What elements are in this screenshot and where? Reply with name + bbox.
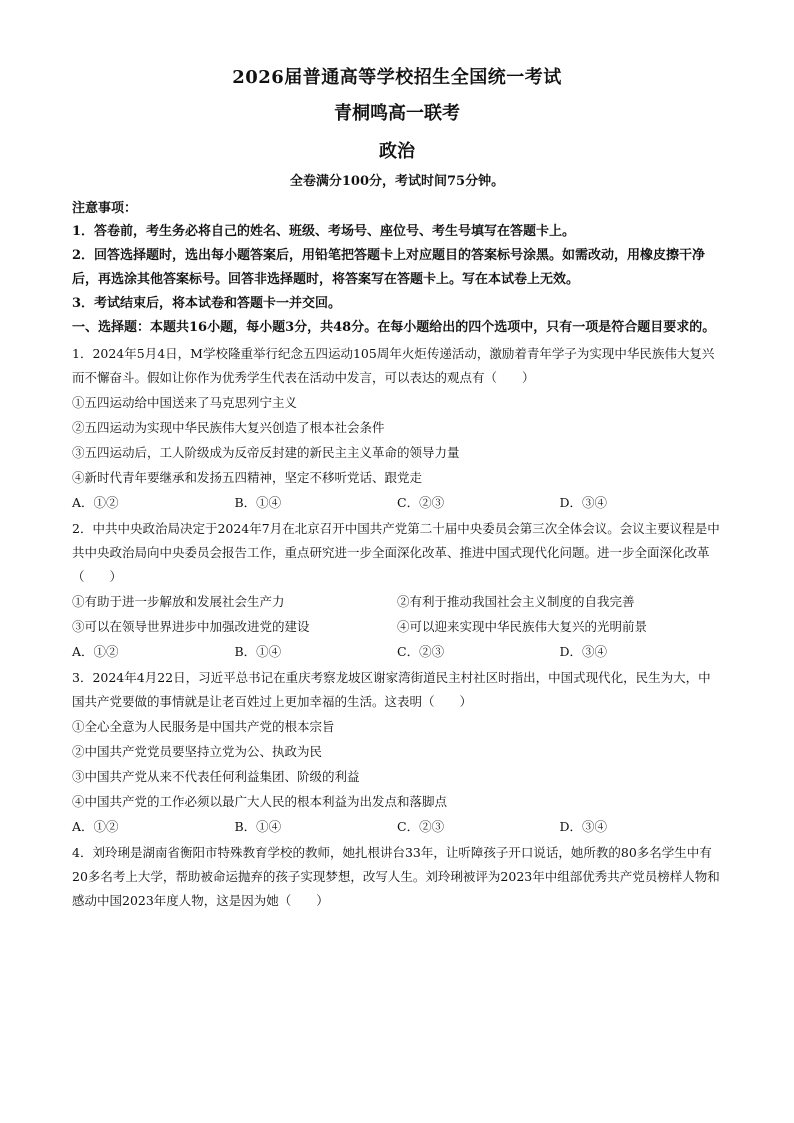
question-option: ②中国共产党党员要坚持立党为公、执政为民 [72, 744, 323, 759]
question-option: ③五四运动后，工人阶级成为反帝反封建的新民主主义革命的领导力量 [72, 445, 460, 460]
question-option: ④中国共产党的工作必须以最广大人民的根本利益为出发点和落脚点 [72, 794, 448, 809]
choice-b: B．①④ [234, 644, 282, 659]
note-item: 2．回答选择题时，选出每小题答案后，用铅笔把答题卡上对应题目的答案标号涂黑。如需改动，用橡皮擦干净后，再选涂其他答案标号。回答非选择题时，将答案写在答题卡上。写在本试卷上无效。 [72, 248, 706, 287]
exam-page [72, 62, 722, 913]
question-stem: 4．刘玲琍是湖南省衡阳市特殊教育学校的教师，她扎根讲台33年，让听障孩子开口说话，她所教的80多名学生中有20多名考上大学，帮助被命运抛弃的孩子实现梦想，改写人生。刘玲琍被评为2023年中组部优秀共产党员榜样人物和感动中国2023年度人物，这是因为她（ ） [72, 845, 720, 908]
option-row [72, 589, 722, 614]
answer-choices [72, 490, 722, 515]
question-2 [72, 517, 722, 664]
choice-d: D．③④ [559, 819, 608, 834]
question-option: ③中国共产党从来不代表任何利益集团、阶级的利益 [72, 769, 360, 784]
choice-b: B．①④ [234, 495, 282, 510]
choice-b: B．①④ [234, 819, 282, 834]
question-option: ①全心全意为人民服务是中国共产党的根本宗旨 [72, 719, 335, 734]
question-option: ③可以在领导世界进步中加强改进党的建设 [72, 619, 310, 634]
choice-d: D．③④ [559, 495, 608, 510]
choice-c: C．②③ [397, 819, 445, 834]
question-option: ④可以迎来实现中华民族伟大复兴的光明前景 [397, 619, 648, 634]
question-stem: 2．中共中央政治局决定于2024年7月在北京召开中国共产党第二十届中央委员会第三次全体会议。会议主要议程是中共中央政治局向中央委员会报告工作，重点研究进一步全面深化改革、推进中国式现代化问题。进一步全面深化改革（ ） [72, 521, 720, 584]
question-stem: 3．2024年4月22日，习近平总书记在重庆考察龙坡区谢家湾街道民主村社区时指出，中国式现代化，民生为大，中国共产党要做的事情就是让老百姓过上更加幸福的生活。这表明（ ） [72, 670, 711, 709]
exam-title: 2026届普通高等学校招生全国统一考试 [232, 67, 562, 88]
choice-d: D．③④ [559, 644, 608, 659]
answer-choices [72, 639, 722, 664]
subject-title: 政治 [379, 141, 415, 162]
exam-subtitle: 青桐鸣高一联考 [334, 103, 460, 124]
exam-meta: 全卷满分100分，考试时间75分钟。 [289, 174, 505, 189]
option-row [72, 614, 722, 639]
notes-title: 注意事项： [72, 201, 138, 216]
question-option: ①有助于进一步解放和发展社会生产力 [72, 594, 285, 609]
choice-a: A．①② [72, 819, 119, 834]
choice-a: A．①② [72, 644, 119, 659]
question-3 [72, 666, 722, 839]
answer-choices [72, 814, 722, 839]
question-4 [72, 841, 722, 913]
question-option: ②五四运动为实现中华民族伟大复兴创造了根本社会条件 [72, 420, 385, 435]
note-item: 3．考试结束后，将本试卷和答题卡一并交回。 [72, 296, 342, 311]
section-heading: 一、选择题：本题共16小题，每小题3分，共48分。在每小题给出的四个选项中，只有一项是符合题目要求的。 [72, 320, 716, 335]
choice-c: C．②③ [397, 495, 445, 510]
question-option: ②有利于推动我国社会主义制度的自我完善 [397, 594, 635, 609]
question-option: ④新时代青年要继承和发扬五四精神，坚定不移听党话、跟党走 [72, 470, 423, 485]
question-1 [72, 342, 722, 515]
question-stem: 1．2024年5月4日，M学校隆重举行纪念五四运动105周年火炬传递活动，激励着青年学子为实现中华民族伟大复兴而不懈奋斗。假如让你作为优秀学生代表在活动中发言，可以表达的观点有（ ） [72, 346, 715, 385]
note-item: 1．答卷前，考生务必将自己的姓名、班级、考场号、座位号、考生号填写在答题卡上。 [72, 224, 576, 239]
question-option: ①五四运动给中国送来了马克思列宁主义 [72, 395, 298, 410]
choice-c: C．②③ [397, 644, 445, 659]
choice-a: A．①② [72, 495, 119, 510]
